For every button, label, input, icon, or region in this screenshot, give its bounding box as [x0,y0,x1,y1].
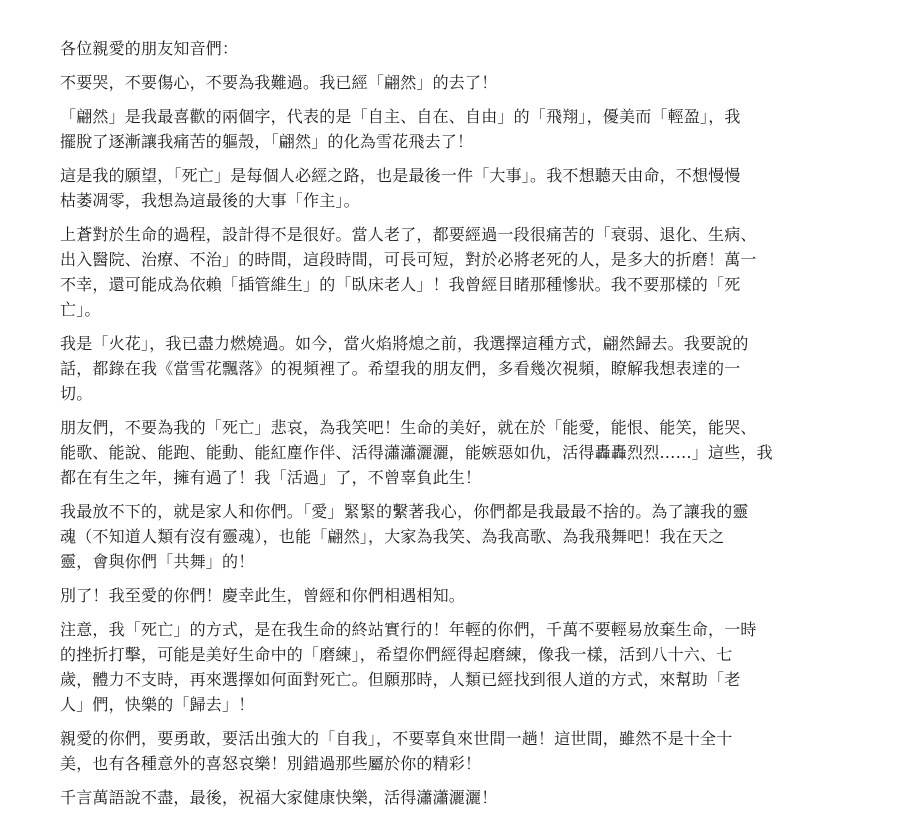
letter-paragraph-9: 注意，我「死亡」的方式，是在我生命的終站實行的！年輕的你們，千萬不要輕易放棄生命，一時 的挫折打擊，可能是美好生命中的「磨練」，希望你們經得起磨練，像我一樣，活到八十六、七 歲，體力不支時，再來選擇如何面對死亡。但願那時，人類已經找到很人道的方式，來幫助「老 人」們，快樂的「歸去」！ [60,620,757,714]
letter-paragraph-11: 千言萬語說不盡，最後，祝福大家健康快樂，活得瀟瀟灑灑！ [60,788,498,807]
letter-paragraph-5: 我是「火花」，我已盡力燃燒過。如今，當火焰將熄之前，我選擇這種方式，翩然歸去。我要說的 話，都錄在我《當雪花飄落》的視頻裡了。希望我的朋友們，多看幾次視頻，瞭解我想表達的一 切。 [60,334,749,403]
letter-paragraph-7: 我最放不下的，就是家人和你們。「愛」緊緊的繫著我心，你們都是我最最不捨的。為了讓我的靈 魂（不知道人類有沒有靈魂），也能「翩然」，大家為我笑、為我高歌、為我飛舞吧！我在天之 靈，會與你們「共舞」的！ [60,502,749,571]
letter-body [60,36,850,819]
letter-paragraph-6: 朋友們，不要為我的「死亡」悲哀，為我笑吧！生命的美好，就在於「能愛，能恨、能笑，能哭、 能歌、能說、能跑、能動、能紅塵作伴、活得瀟瀟灑灑，能嫉惡如仇，活得轟轟烈烈……」這些，我 都在有生之年，擁有過了！我「活過」了，不曾辜負此生！ [60,418,773,487]
letter-paragraph-8: 別了！我至愛的你們！慶幸此生，曾經和你們相遇相知。 [60,586,466,605]
letter-paragraph-2: 「翩然」是我最喜歡的兩個字，代表的是「自主、自在、自由」的「飛翔」，優美而「輕盈」，我 擺脫了逐漸讓我痛苦的軀殼，「翩然」的化為雪花飛去了！ [60,107,741,151]
letter-paragraph-4: 上蒼對於生命的過程，設計得不是很好。當人老了，都要經過一段很痛苦的「衰弱、退化、生病、 出入醫院、治療、不治」的時間，這段時間，可長可短，對於必將老死的人，是多大的折磨！萬一 不幸，還可能成為依賴「插管維生」的「臥床老人」！我曾經目睹那種慘狀。我不要那樣的「死 亡」。 [60,225,757,319]
letter-paragraph-1: 不要哭，不要傷心，不要為我難過。我已經「翩然」的去了！ [60,73,498,92]
letter-greeting: 各位親愛的朋友知音們： [60,39,239,58]
letter-paragraph-3: 這是我的願望，「死亡」是每個人必經之路，也是最後一件「大事」。我不想聽天由命，不想慢慢 枯萎凋零，我想為這最後的大事「作主」。 [60,166,741,210]
letter-paragraph-10: 親愛的你們，要勇敢，要活出強大的「自我」，不要辜負來世間一趟！這世間，雖然不是十全十 美，也有各種意外的喜怒哀樂！別錯過那些屬於你的精彩！ [60,729,733,773]
